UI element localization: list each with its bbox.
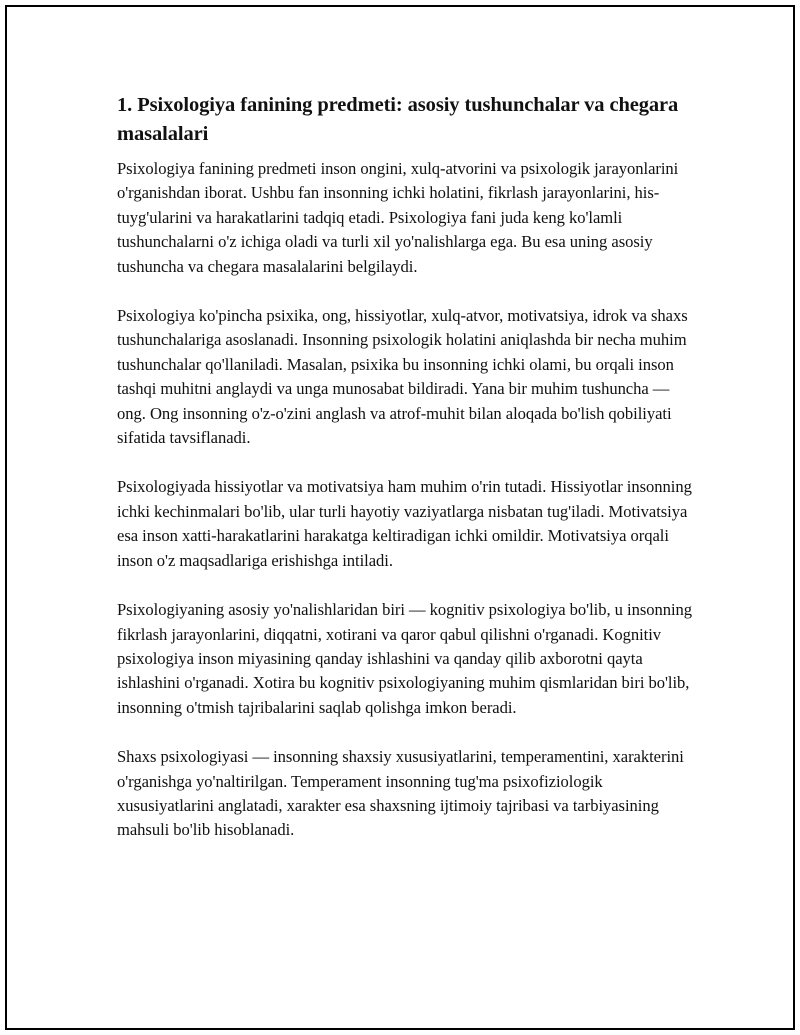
paragraph-2: Psixologiya ko'pincha psixika, ong, hissiyotlar, xulq-atvor, motivatsiya, idrok va shaxs tushunchalariga asoslanadi. Insonning psixologik holatini aniqlashda bir necha muhim tushunchalar qo'llaniladi. Masalan, psixika bu insonning ichki olami, bu orqali inson tashqi muhitni anglaydi va unga munosabat bildiradi. Yana bir muhim tushuncha — ong. Ong insonning o'z-o'zini anglash va atrof-muhit bilan aloqada bo'lish qobiliyati sifatida tavsiflanadi. [117,306,688,448]
page-title: 1. Psixologiya fanining predmeti: asosiy tushunchalar va chegara masalalari [117,94,679,145]
document-content [117,91,697,843]
page-frame [5,5,795,1030]
paragraph-3: Psixologiyada hissiyotlar va motivatsiya ham muhim o'rin tutadi. Hissiyotlar insonning ichki kechinmalari bo'lib, ular turli hayotiy vaziyatlarga nisbatan tug'iladi. Motivatsiya esa inson xatti-harakatlarini harakatga keltiradigan ichki omildir. Motivatsiya orqali inson o'z maqsadlariga erishishga intiladi. [117,477,692,570]
paragraph-5: Shaxs psixologiyasi — insonning shaxsiy xususiyatlarini, temperamentini, xarakterini o'rganishga yo'naltirilgan. Temperament insonning tug'ma psixofiziologik xususiyatlarini anglatadi, xarakter esa shaxsning ijtimoiy tajribasi va tarbiyasining mahsuli bo'lib hisoblanadi. [117,747,684,840]
paragraph-1: Psixologiya fanining predmeti inson ongini, xulq-atvorini va psixologik jarayonlarini o'rganishdan iborat. Ushbu fan insonning ichki holatini, fikrlash jarayonlarini, his-tuyg'ularini va harakatlarini tadqiq etadi. Psixologiya fani juda keng ko'lamli tushunchalarni o'z ichiga oladi va turli xil yo'nalishlarga ega. Bu esa uning asosiy tushuncha va chegara masalalarini belgilaydi. [117,159,679,276]
paragraph-4: Psixologiyaning asosiy yo'nalishlaridan biri — kognitiv psixologiya bo'lib, u insonning fikrlash jarayonlarini, diqqatni, xotirani va qaror qabul qilishni o'rganadi. Kognitiv psixologiya inson miyasining qanday ishlashini va qanday qilib axborotni qayta ishlashini o'rganadi. Xotira bu kognitiv psixologiyaning muhim qismlaridan biri bo'lib, insonning o'tmish tajribalarini saqlab qolishga imkon beradi. [117,600,693,717]
